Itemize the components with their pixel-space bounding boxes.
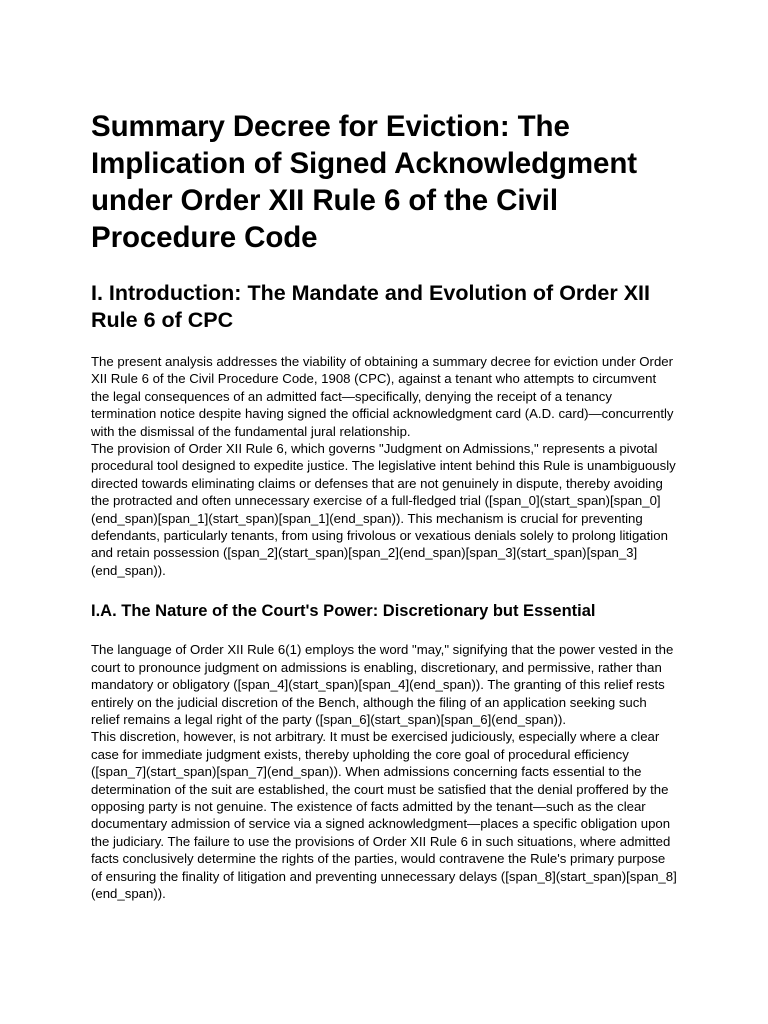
section-body-nature-of-power xyxy=(91,641,678,902)
paragraph: The language of Order XII Rule 6(1) employs the word "may," signifying that the power vested in the court to pronounce judgment on admissions is enabling, discretionary, and permissive, rather than mandatory or obligatory ([span_4](start_span)[span_4](end_span)). The granting of this relief rests entirely on the judicial discretion of the Bench, although the filing of an application seeking such relief remains a legal right of the party ([span_6](start_span)[span_6](end_span)). xyxy=(91,642,674,727)
paragraph: This discretion, however, is not arbitrary. It must be exercised judiciously, especially where a clear case for immediate judgment exists, thereby upholding the core goal of procedural efficiency ([span_7](start_span)[span_7](end_span)). When admissions concerning facts essential to the determination of the suit are established, the court must be satisfied that the denial proffered by the opposing party is not genuine. The existence of facts admitted by the tenant—such as the clear documentary admission of service via a signed acknowledgment—places a specific obligation upon the judiciary. The failure to use the provisions of Order XII Rule 6 in such situations, where admitted facts conclusively determine the rights of the parties, would contravene the Rule's primary purpose of ensuring the finality of litigation and preventing unnecessary delays ([span_8](start_span)[span_8](end_span)). xyxy=(91,729,677,901)
paragraph: The present analysis addresses the viability of obtaining a summary decree for eviction under Order XII Rule 6 of the Civil Procedure Code, 1908 (CPC), against a tenant who attempts to circumvent the legal consequences of an admitted fact—specifically, denying the receipt of a tenancy termination notice despite having signed the official acknowledgment card (A.D. card)—concurrently with the dismissal of the fundamental jural relationship. xyxy=(91,354,674,439)
section-body-introduction xyxy=(91,353,678,579)
document-title: Summary Decree for Eviction: The Implication of Signed Acknowledgment under Order XII Rule 6 of the Civil Procedure Code xyxy=(91,110,638,254)
section-heading-introduction: I. Introduction: The Mandate and Evolution of Order XII Rule 6 of CPC xyxy=(91,281,650,332)
paragraph: The provision of Order XII Rule 6, which governs "Judgment on Admissions," represents a pivotal procedural tool designed to expedite justice. The legislative intent behind this Rule is unambiguously directed towards eliminating claims or defenses that are not genuinely in dispute, thereby avoiding the protracted and often unnecessary exercise of a full-fledged trial ([span_0](start_span)[span_0](end_span)[span_1](start_span)[span_1](end_span)). This mechanism is crucial for preventing defendants, particularly tenants, from using frivolous or vexatious denials solely to prolong litigation and retain possession ([span_2](start_span)[span_2](end_span)[span_3](start_span)[span_3](end_span)). xyxy=(91,441,676,578)
section-heading-nature-of-power: I.A. The Nature of the Court's Power: Discretionary but Essential xyxy=(91,602,596,621)
